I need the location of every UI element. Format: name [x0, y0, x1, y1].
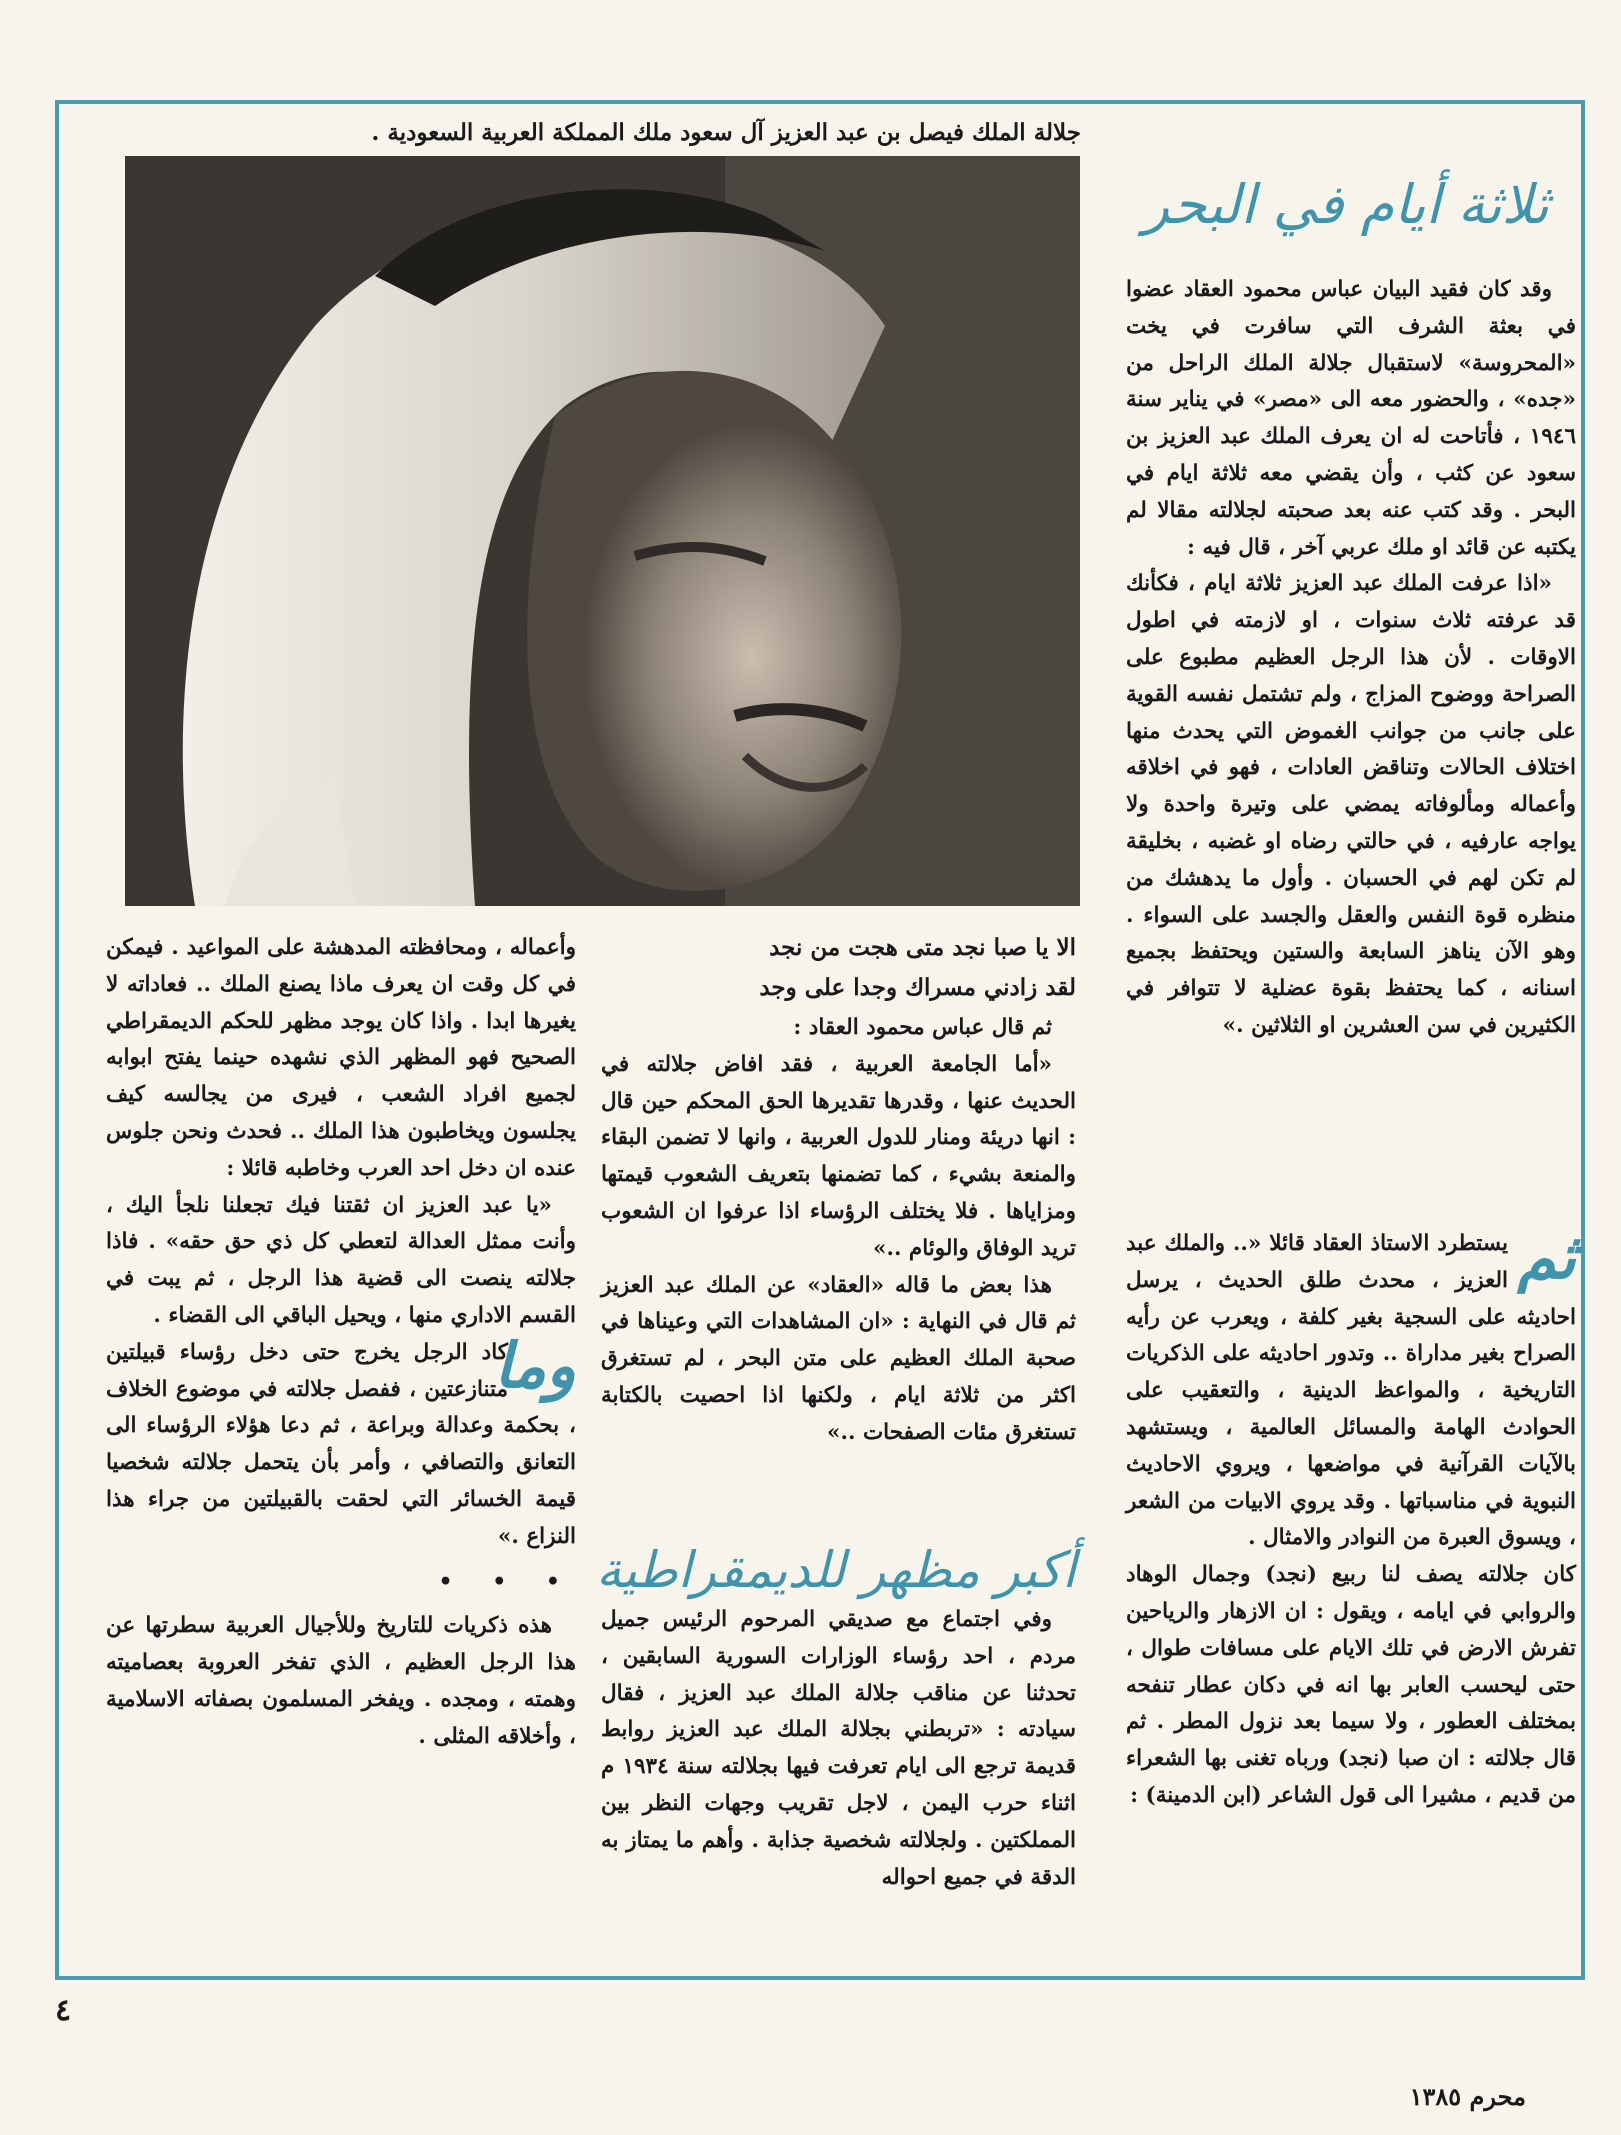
paragraph: وأعماله ، ومحافظته المدهشة على المواعيد . فيمكن في كل وقت ان يعرف ماذا يصنع الملك .. فعاداته لا يغيرها ابدا . واذا كان يوجد مظهر للحكم الديمقراطي الصحيح فهو المظهر الذي نشهده حينما يفتح ابوابه لجميع افراد الشعب ، فيرى من يجالسه كيف يجلسون ويخاطبون هذا الملك .. فحدث ونحن جلوس عنده ان دخل احد العرب وخاطبه قائلا : [106, 935, 576, 1181]
page-number: ٤ [55, 1993, 72, 2028]
paragraph: كان جلالته يصف لنا ربيع (نجد) وجمال الوهاد والروابي في ايامه ، ويقول : ان الازهار والرياحين تفرش الارض في تلك الايام على مسافات طوال ، حتى ليحسب العابر بها انه في دكان عطار تنفحه بمختلف العطور ، ولا سيما بعد نزول المطر . ثم قال جلالته : ان صبا (نجد) ورباه تغنى بها الشعراء من قديم ، مشيرا الى قول الشاعر (ابن الدمينة) : [1126, 1562, 1576, 1808]
poem-line: الا يا صبا نجد متى هجت من نجد [769, 934, 1076, 961]
article-title-democracy: أكبر مظهر للديمقراطية [596, 1541, 1076, 1599]
paragraph: ثم قال عباس محمود العقاد : [793, 1015, 1052, 1040]
middle-column [601, 930, 1076, 1452]
paragraph: وفي اجتماع مع صديقي المرحوم الرئيس جميل مردم ، احد رؤساء الوزارات السورية السابقين ، تحدثنا عن مناقب جلالة الملك عبد العزيز ، فقال سيادته : «تربطني بجلالة الملك عبد العزيز روابط قديمة ترجع الى ايام تعرفت فيها بجلالته سنة ١٩٣٤ م اثناء حرب اليمن ، لاجل تقريب وجهات النظر بين المملكتين . ولجلالته شخصية جذابة . وأهم ما يمتاز به الدقة في جميع احواله [601, 1607, 1077, 1890]
paragraph: هذه ذكريات للتاريخ وللأجيال العربية سطرتها عن هذا الرجل العظيم ، الذي تفخر العروبة بعصاميته وهمته ، ومجده . ويفخر المسلمون بصفاته الاسلامية ، وأخلاقه المثلى . [106, 1613, 576, 1749]
paragraph: يستطرد الاستاذ العقاد قائلا «.. والملك عبد العزيز ، محدث طلق الحديث ، يرسل احاديثه على السجية بغير كلفة ، ويعرب عن رأيه الصراح بغير مداراة .. وتدور احاديثه على الذكريات التاريخية ، والمواعظ الدينية ، والتعقيب على الحوادث الهامة والمسائل العالمية ، ويستشهد بالآيات القرآنية في مواضعها ، ويروي الاحاديث النبوية في مناسباتها . وقد يروي الابيات من الشعر ، ويسوق العبرة من النوادر والامثال . [1126, 1231, 1576, 1551]
paragraph: كاد الرجل يخرج حتى دخل رؤساء قبيلتين متنازعتين ، ففصل جلالته في موضوع الخلاف ، بحكمة وعدالة وبراعة ، ثم دعا هؤلاء الرؤساء الى التعانق والتصافي ، وأمر بأن يتحمل جلالته شخصيا قيمة الخسائر التي لحقت بالقبيلتين من جراء هذا النزاع .» [106, 1339, 576, 1549]
poem-line: لقد زادني مسراك وجدا على وجد [759, 974, 1076, 1001]
paragraph: وقد كان فقيد البيان عباس محمود العقاد عضوا في بعثة الشرف التي سافرت في يخت «المحروسة» لاستقبال جلالة الملك الراحل من «جده» ، والحضور معه الى «مصر» في يناير سنة ١٩٤٦ ، فأتاحت له ان يعرف الملك عبد العزيز بن سعود عن كثب ، وأن يقضي معه ثلاثة ايام في البحر . وقد كتب عنه بعد صحبته لجلالته مقالا لم يكتبه عن قائد او ملك عربي آخر ، قال فيه : [1126, 277, 1576, 560]
portrait-photo [125, 156, 1080, 906]
paragraph: «يا عبد العزيز ان ثقتنا فيك تجعلنا نلجأ اليك ، وأنت ممثل العدالة لتعطي كل ذي حق حقه» . فاذا جلالته ينصت الى قضية هذا الرجل ، ثم يبت في القسم الاداري منها ، ويحيل الباقي الى القضاء . [106, 1192, 576, 1328]
portrait-illustration [125, 156, 1080, 906]
paragraph: هذا بعض ما قاله «العقاد» عن الملك عبد العزيز ثم قال في النهاية : «ان المشاهدات التي وعيناها في صحبة الملك العظيم على متن البحر ، لم تستغرق اكثر من ثلاثة ايام ، ولكنها اذا احصيت بالكتابة تستغرق مئات الصفحات ..» [601, 1272, 1076, 1445]
dropcap-paragraph [1126, 1220, 1576, 1557]
section-separator: • • • [438, 1568, 576, 1595]
dropcap: وما [493, 1328, 576, 1402]
middle-column-lower [601, 1602, 1076, 1896]
paragraph: «اذا عرفت الملك عبد العزيز ثلاثة ايام ، فكأنك قد عرفته ثلاث سنوات ، او لازمته في اطول الاوقات . لأن هذا الرجل العظيم مطبوع على الصراحة ووضوح المزاج ، ولم تشتمل نفسه القوية على جانب من جوانب الغموض التي يحدث منها اختلاف الحالات وتناقض العادات ، فهو في اخلاقه وأعماله ومألوفاته يمضي على وتيرة واحدة ولا يواجه عارفيه ، في حالتي رضاه او غضبه ، بخليقة لم تكن لهم في الحسبان . وأول ما يدهشك من منظره قوة النفس والعقل والجسد على السواء . وهو الآن يناهز السابعة والستين ويحتفظ بجميع اسنانه ، كما يحتفظ بقوة عضلية لا تتوافر في الكثيرين في سن العشرين او الثلاثين .» [1126, 571, 1576, 1038]
footer-date: محرم ١٣٨٥ [1409, 2082, 1526, 2111]
left-column [106, 930, 576, 1756]
dropcap: ثم [1517, 1220, 1576, 1293]
right-column-lower [1126, 1220, 1576, 1815]
photo-caption: جلالة الملك فيصل بن عبد العزيز آل سعود ملك المملكة العربية السعودية . [371, 119, 1081, 146]
dropcap-paragraph [106, 1328, 576, 1556]
article-title-three-days: ثلاثة أيام في البحر [1143, 173, 1549, 236]
right-column [1126, 272, 1576, 1045]
paragraph: «أما الجامعة العربية ، فقد افاض جلالته في الحديث عنها ، وقدرها تقديرها الحق المحكم حين قال : انها دريئة ومنار للدول العربية ، وانها لا تضمن البقاء والمنعة بشيء ، كما تضمنها بتعريف الشعوب قيمتها ومزاياها . فلا يختلف الرؤساء اذا عرفوا ان الشعوب تريد الوفاق والوئام ..» [601, 1051, 1076, 1261]
